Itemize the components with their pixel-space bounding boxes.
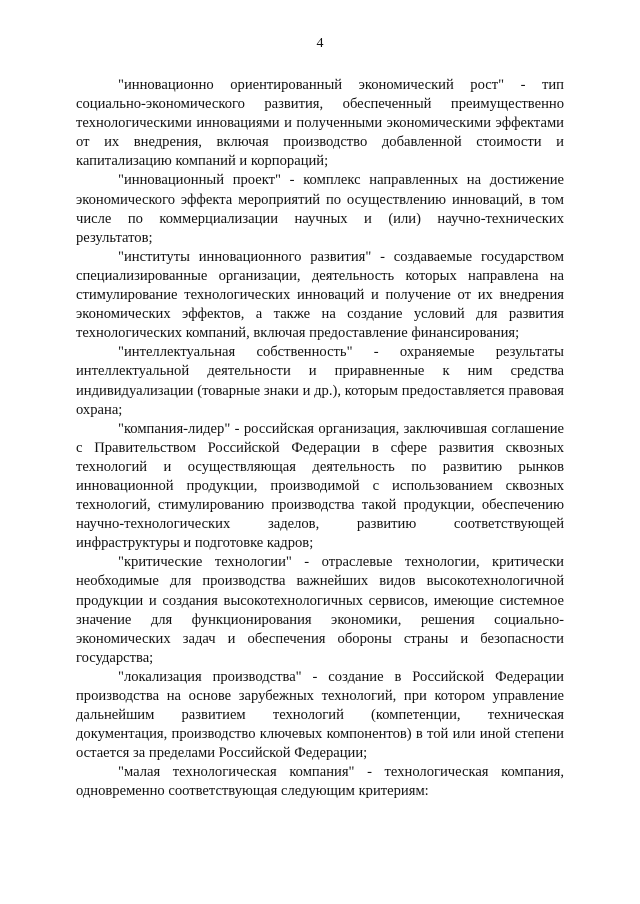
definition-paragraph: "инновационно ориентированный экономический рост" - тип социально-экономического развития, обеспеченный преимущественно технологическими инновациями и полученными экономическими эффектами от их внедрения, включая производство добавленной стоимости и капитализацию компаний и корпораций;	[76, 77, 564, 170]
definition-paragraph: "интеллектуальная собственность" - охраняемые результаты интеллектуальной деятельности и приравненные к ним средства индивидуализации (товарные знаки и др.), которым предоставляется правовая охрана;	[76, 344, 564, 418]
definition-paragraph: "компания-лидер" - российская организация, заключившая соглашение с Правительством Российской Федерации в сфере развития сквозных технологий и осуществляющая деятельность по развитию рынков инновационной продукции, производимой с использованием сквозных технологий, стимулированию производства такой продукции, обеспечению научно-технологических заделов, развитию соответствующей инфраструктуры и подготовке кадров;	[76, 420, 564, 552]
definition-paragraph: "критические технологии" - отраслевые технологии, критически необходимые для производства важнейших видов высокотехнологичной продукции и создания высокотехнологичных сервисов, имеющие системное значение для функционирования экономики, решения социально-экономических задач и обеспечения обороны страны и безопасности государства;	[76, 554, 564, 666]
definition-paragraph: "институты инновационного развития" - создаваемые государством специализированные организации, деятельность которых направлена на стимулирование технологических инноваций и получение от их внедрения экономических эффектов, а также на создание условий для развития технологических компаний, включая предоставление финансирования;	[76, 248, 564, 342]
definition-paragraph: "локализация производства" - создание в Российской Федерации производства на основе зарубежных технологий, при котором управление дальнейшим развитием технологий (компетенции, техническая документация, производство ключевых компонентов) в той или иной степени остается за пределами Российской Федерации;	[76, 668, 564, 762]
definition-paragraph: "инновационный проект" - комплекс направленных на достижение экономического эффекта мероприятий по осуществлению инноваций, в том числе по коммерциализации научных и (или) научно-технических результатов;	[76, 172, 564, 246]
document-body	[76, 76, 564, 802]
page-number: 4	[316, 36, 324, 51]
definition-paragraph: "малая технологическая компания" - технологическая компания, одновременно соответствующая следующим критериям:	[76, 764, 564, 800]
